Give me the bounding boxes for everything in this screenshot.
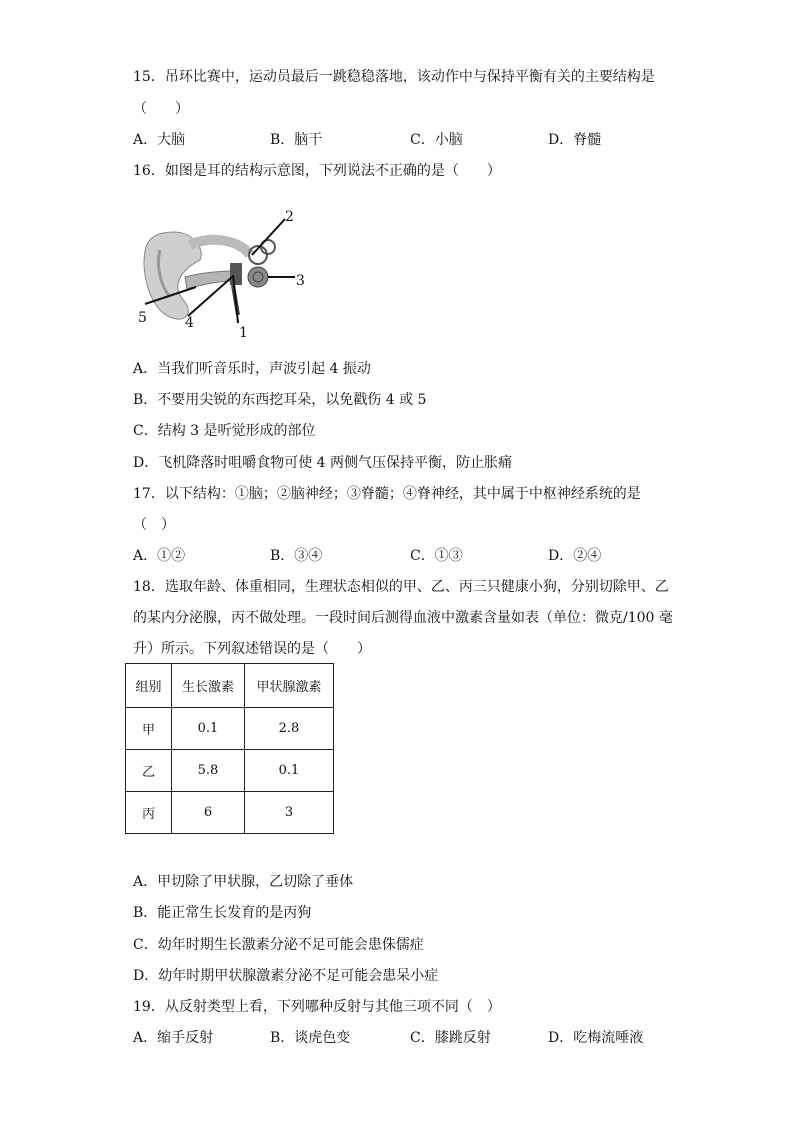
table-row	[126, 708, 334, 750]
q18-stem-line1: 18．选取年龄、体重相同，生理状态相似的甲、乙、丙三只健康小狗，分别切除甲、乙	[133, 579, 669, 595]
table-cell: 2.8	[245, 708, 334, 750]
q19-stem: 19．从反射类型上看，下列哪种反射与其他三项不同（ ）	[133, 999, 501, 1015]
q18-option-a: A．甲切除了甲状腺，乙切除了垂体	[133, 874, 354, 890]
q15-option-a: A．大脑	[133, 132, 186, 148]
figure-label-2: 2	[285, 209, 294, 225]
q16-option-d: D．飞机降落时咀嚼食物可使 4 两侧气压保持平衡，防止胀痛	[133, 455, 513, 471]
ossicles-shape	[230, 263, 242, 285]
table-header-cell: 甲状腺激素	[245, 664, 334, 708]
table-header-cell: 生长激素	[172, 664, 245, 708]
figure-label-4: 4	[185, 315, 194, 331]
q15-option-c: C．小脑	[410, 132, 463, 148]
table-row	[126, 792, 334, 834]
q17-option-d: D．②④	[548, 548, 602, 564]
table-header-row	[126, 664, 334, 708]
q19-option-a: A．缩手反射	[133, 1030, 214, 1046]
q17-option-a: A．①②	[133, 548, 186, 564]
q17-stem-line1: 17．以下结构：①脑；②脑神经；③脊髓；④脊神经，其中属于中枢神经系统的是	[133, 486, 641, 502]
q18-stem-line3: 升）所示。下列叙述错误的是（ ）	[133, 641, 371, 657]
table-header-cell: 组别	[126, 664, 172, 708]
cochlea-shape	[248, 267, 268, 287]
q15-option-d: D．脊髓	[548, 132, 602, 148]
q16-option-a: A．当我们听音乐时，声波引起 4 振动	[133, 361, 371, 377]
q16-option-b: B．不要用尖锐的东西挖耳朵，以免戳伤 4 或 5	[133, 392, 427, 408]
q19-option-d: D．吃梅流唾液	[548, 1030, 644, 1046]
q18-option-d: D．幼年时期甲状腺激素分泌不足可能会患呆小症	[133, 968, 439, 984]
q17-option-b: B．③④	[270, 548, 323, 564]
hormone-table	[125, 663, 334, 834]
ear-structure-figure	[130, 205, 310, 345]
q18-stem-line2: 的某内分泌腺，丙不做处理。一段时间后测得血液中激素含量如表（单位：微克/100 毫	[133, 610, 673, 626]
table-cell: 乙	[126, 750, 172, 792]
table-cell: 丙	[126, 792, 172, 834]
q19-option-b: B．谈虎色变	[270, 1030, 351, 1046]
q16-stem: 16．如图是耳的结构示意图，下列说法不正确的是（ ）	[133, 163, 501, 179]
figure-label-1: 1	[239, 325, 248, 341]
table-cell: 甲	[126, 708, 172, 750]
table-cell: 3	[245, 792, 334, 834]
ear-canal-shape	[185, 271, 232, 289]
q19-option-c: C．膝跳反射	[410, 1030, 491, 1046]
table-cell: 0.1	[172, 708, 245, 750]
table-row	[126, 750, 334, 792]
table-cell: 5.8	[172, 750, 245, 792]
q15-stem-line1: 15．吊环比赛中，运动员最后一跳稳稳落地，该动作中与保持平衡有关的主要结构是	[133, 69, 655, 85]
figure-label-5: 5	[138, 310, 147, 326]
q15-option-b: B．脑干	[270, 132, 323, 148]
ear-diagram-icon	[130, 205, 310, 345]
leader-line-2	[252, 219, 285, 255]
q18-option-c: C．幼年时期生长激素分泌不足可能会患侏儒症	[133, 937, 424, 953]
q18-option-b: B．能正常生长发育的是丙狗	[133, 905, 312, 921]
q16-option-c: C．结构 3 是听觉形成的部位	[133, 423, 316, 439]
q15-stem-line2: （ ）	[133, 101, 189, 117]
q17-option-c: C．①③	[410, 548, 463, 564]
q17-stem-line2: （ ）	[133, 517, 175, 533]
table-cell: 6	[172, 792, 245, 834]
figure-label-3: 3	[296, 273, 305, 289]
table-cell: 0.1	[245, 750, 334, 792]
